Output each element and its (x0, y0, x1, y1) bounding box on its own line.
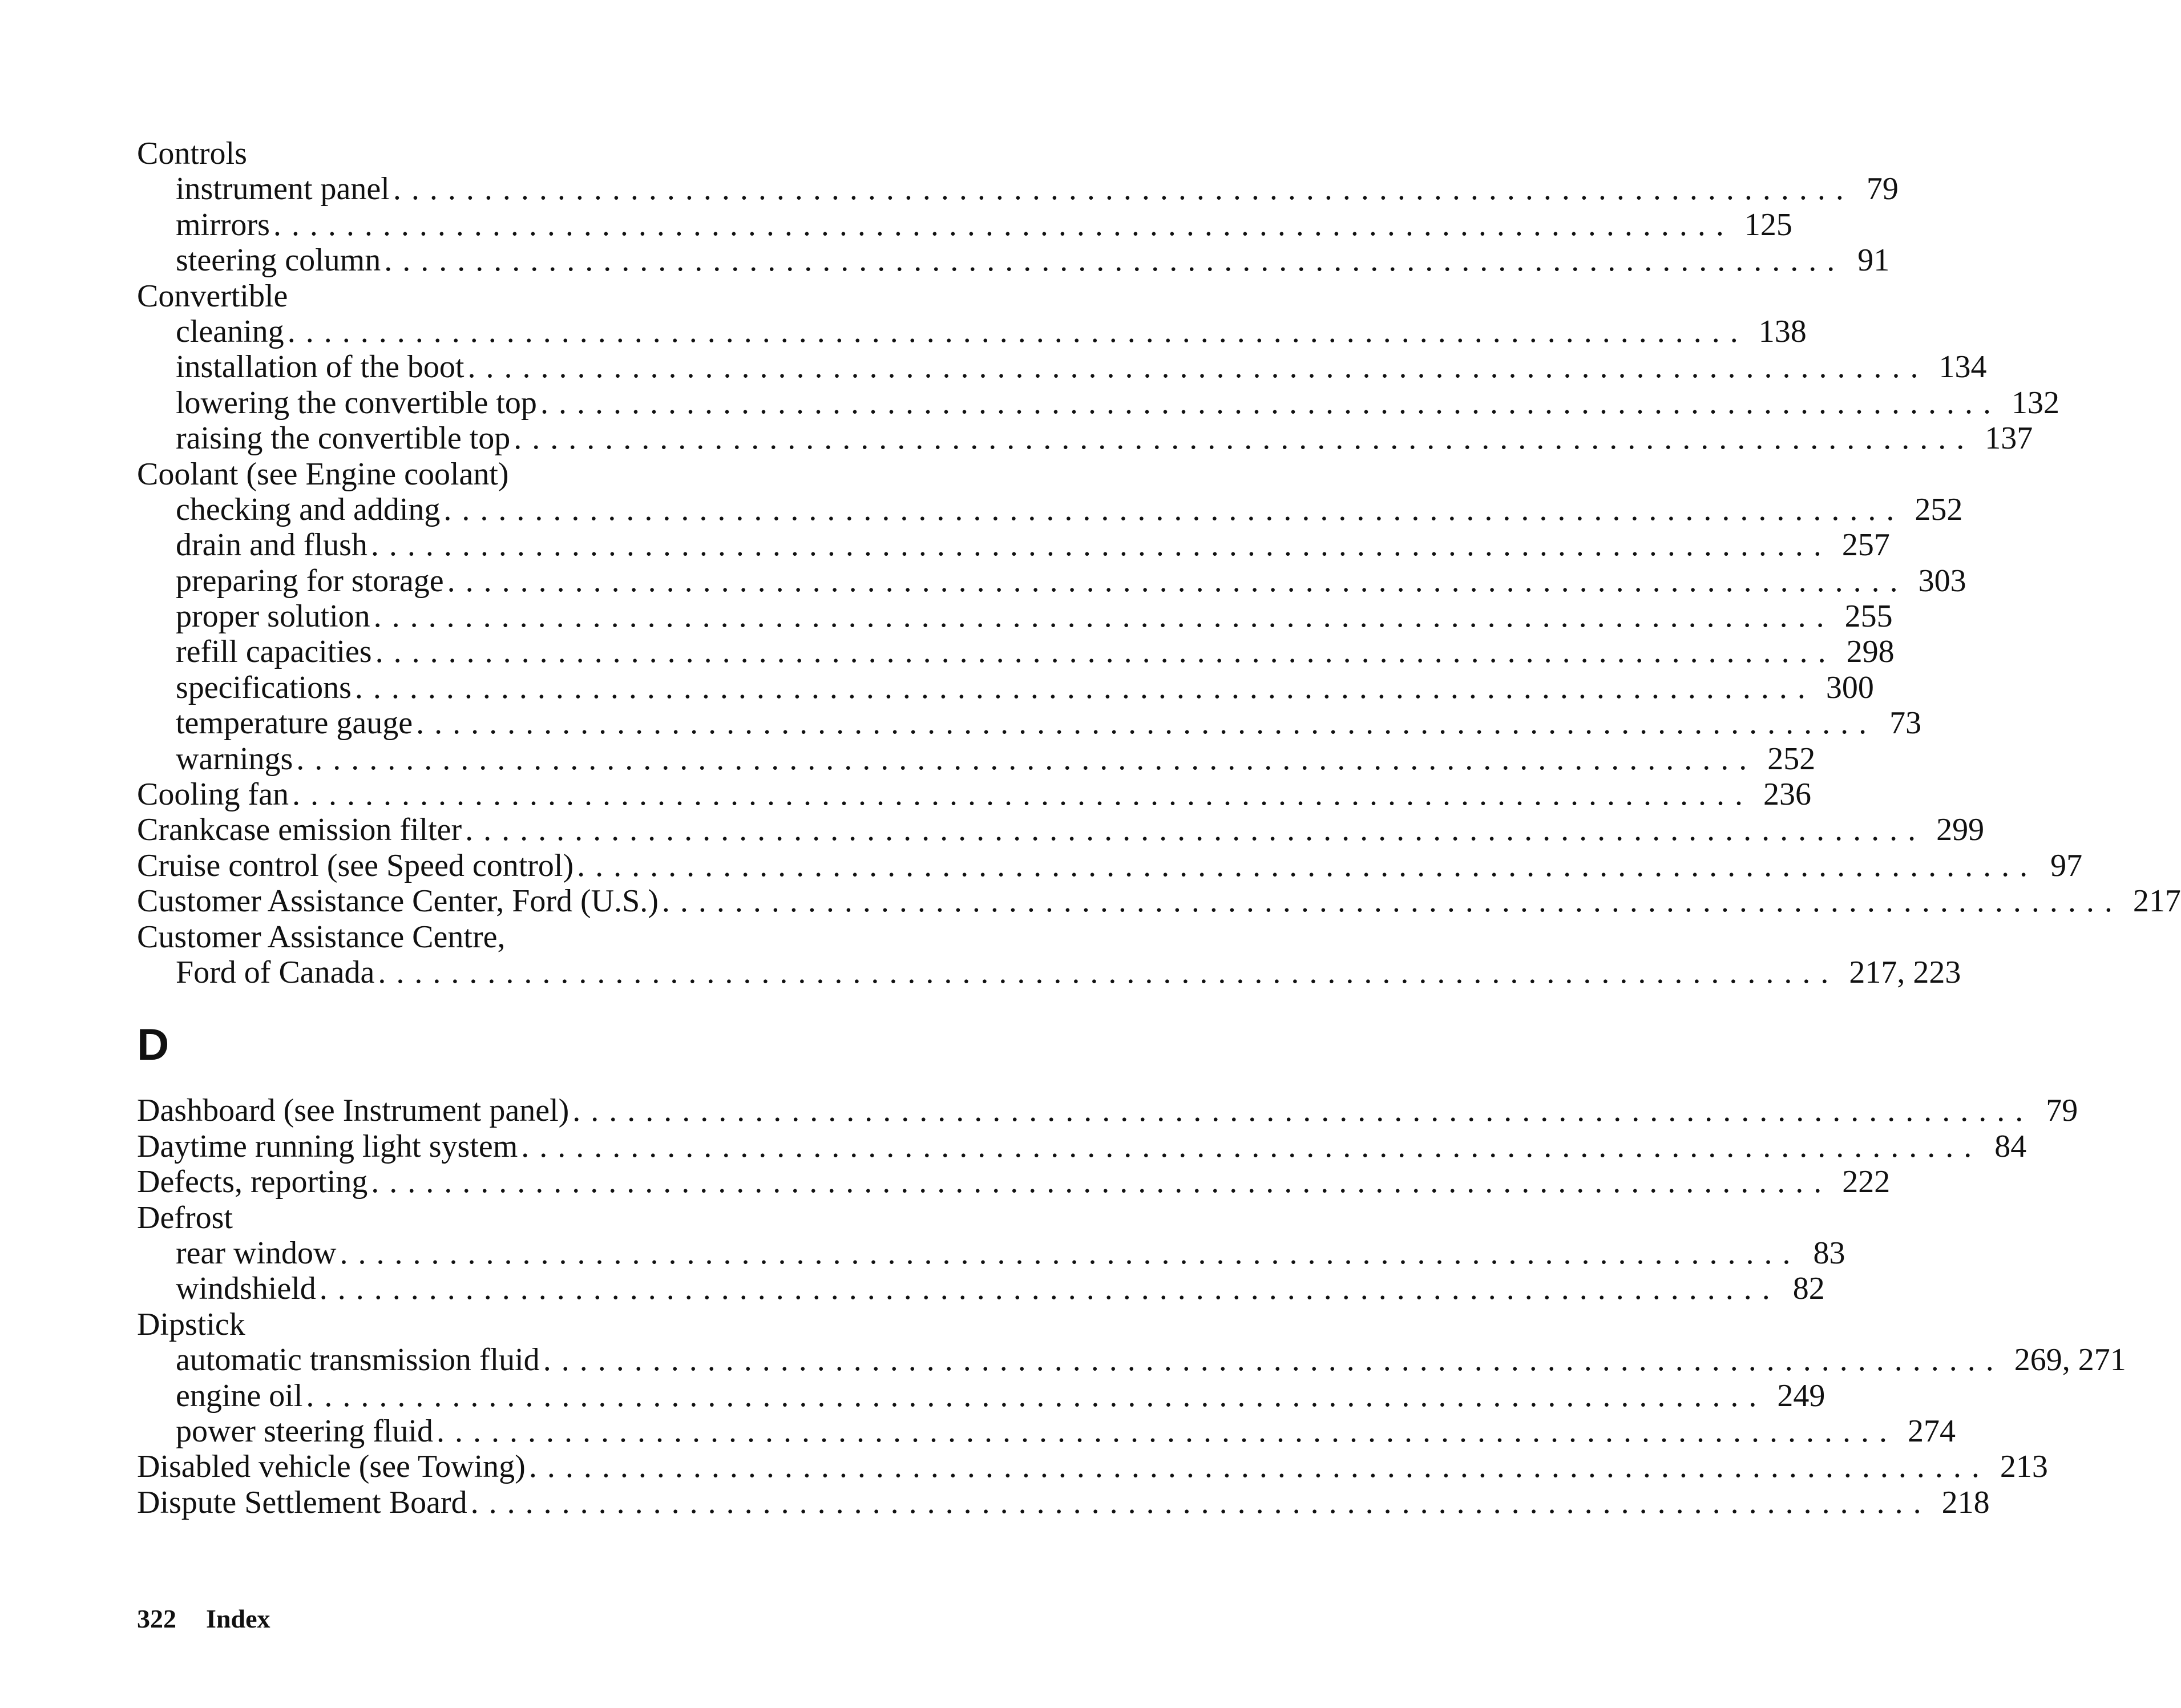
entry-label: Cruise control (see Speed control) (137, 848, 577, 883)
footer-section-name: Index (206, 1604, 270, 1633)
index-entry (137, 1307, 871, 1342)
page-footer (137, 1604, 270, 1634)
index-subentry (137, 705, 1922, 741)
entry-label: preparing for storage (176, 563, 447, 599)
index-subentry (137, 349, 1987, 385)
dot-leader: ................................................................................ (447, 563, 1908, 599)
index-subentry (137, 1378, 1825, 1414)
entry-page-numbers: 257 (1841, 527, 1890, 563)
dot-leader: ................................................................................ (378, 954, 1839, 990)
dot-leader: ................................................................................ (514, 421, 1975, 457)
dot-leader: ................................................................................ (465, 812, 1926, 848)
dot-leader: ................................................................................ (470, 1484, 1932, 1520)
index-subentry (137, 563, 1966, 599)
entry-label: rear window (176, 1235, 340, 1271)
entry-label: Defects, reporting (137, 1164, 371, 1200)
entry-page-numbers: 252 (1915, 491, 1963, 527)
entry-label: Coolant (see Engine coolant) (137, 457, 512, 492)
dot-leader: ................................................................................ (436, 1413, 1897, 1449)
dot-leader: ................................................................................ (443, 491, 1905, 527)
index-subentry (137, 599, 1893, 635)
entry-label: warnings (176, 741, 296, 777)
entry-page-numbers: 274 (1907, 1413, 1956, 1449)
entry-label: Dispute Settlement Board (137, 1485, 471, 1520)
entry-label: Dipstick (137, 1307, 249, 1342)
index-subentry (137, 634, 1895, 670)
dot-leader: ................................................................................ (273, 207, 1734, 243)
entry-label: checking and adding (176, 492, 443, 527)
dot-leader: ................................................................................ (384, 243, 1845, 278)
entry-page-numbers: 79 (2046, 1093, 2078, 1129)
entry-page-numbers: 236 (1763, 777, 1811, 813)
dot-leader: ................................................................................ (375, 634, 1836, 670)
dot-leader: ................................................................................ (354, 669, 1816, 705)
index-entry (137, 1200, 871, 1235)
entry-page-numbers: 138 (1758, 313, 1807, 349)
dot-leader: ................................................................................ (287, 313, 1748, 349)
footer-page-number: 322 (137, 1604, 176, 1633)
dot-leader: ................................................................................ (371, 1164, 1832, 1200)
entry-page-numbers: 255 (1844, 599, 1893, 635)
entry-page-numbers: 134 (1938, 349, 1987, 385)
dot-leader: ................................................................................ (319, 1271, 1780, 1307)
index-entry (137, 883, 2181, 919)
index-subentry (137, 741, 1816, 777)
entry-label: specifications (176, 670, 355, 705)
entry-label: power steering fluid (176, 1414, 437, 1449)
entry-label: mirrors (176, 207, 273, 243)
index-entry (137, 278, 871, 314)
entry-page-numbers: 82 (1792, 1271, 1825, 1307)
index-entry (137, 1164, 1891, 1200)
entry-page-numbers: 97 (2050, 847, 2083, 883)
index-subentry (137, 207, 1792, 243)
index-subentry (137, 243, 1890, 278)
entry-label: Defrost (137, 1200, 236, 1235)
entry-label: Customer Assistance Center, Ford (U.S.) (137, 883, 662, 919)
entry-label: installation of the boot (176, 349, 467, 385)
entry-label: steering column (176, 243, 384, 278)
dot-leader: ................................................................................ (370, 527, 1832, 563)
index-subentry (137, 491, 1963, 527)
entry-page-numbers: 303 (1918, 563, 1966, 599)
dot-leader: ................................................................................ (340, 1235, 1801, 1271)
index-entry (137, 1128, 2027, 1164)
dot-leader: ................................................................................ (521, 1128, 1982, 1164)
entry-page-numbers: 137 (1985, 421, 2033, 457)
entry-label: drain and flush (176, 527, 371, 563)
entry-label: engine oil (176, 1378, 306, 1414)
dot-leader: ................................................................................ (416, 705, 1877, 741)
dot-leader: ................................................................................ (292, 777, 1753, 813)
index-entry (137, 457, 871, 492)
dot-leader: ................................................................................ (577, 847, 2038, 883)
entry-label: raising the convertible top (176, 421, 514, 456)
entry-page-numbers: 213 (2000, 1449, 2048, 1485)
entry-page-numbers: 125 (1744, 207, 1792, 243)
entry-page-numbers: 79 (1866, 171, 1899, 207)
dot-leader: ................................................................................ (296, 741, 1758, 777)
dot-leader: ................................................................................ (393, 171, 1854, 207)
index-subentry (137, 385, 2059, 421)
entry-label: Disabled vehicle (see Towing) (137, 1449, 529, 1484)
entry-label: instrument panel (176, 171, 393, 207)
dot-leader: ................................................................................ (661, 883, 2123, 919)
entry-page-numbers: 91 (1857, 243, 1890, 278)
index-entry (137, 919, 871, 955)
letter-heading: D (137, 1019, 169, 1070)
entry-page-numbers: 83 (1813, 1235, 1845, 1271)
index-subentry (137, 527, 1890, 563)
index-column (137, 136, 2181, 1520)
index-subentry (137, 1271, 1825, 1307)
entry-label: automatic transmission fluid (176, 1342, 543, 1378)
entry-label: Controls (137, 136, 251, 171)
dot-leader: ................................................................................ (540, 385, 2001, 421)
dot-leader: ................................................................................ (543, 1342, 2004, 1378)
dot-leader: ................................................................................ (528, 1449, 1990, 1485)
dot-leader: ................................................................................ (467, 349, 1929, 385)
index-subentry (137, 1413, 1956, 1449)
entry-label: temperature gauge (176, 705, 416, 741)
entry-page-numbers: 217 (2132, 883, 2181, 919)
index-subentry (137, 954, 1961, 990)
index-subentry (137, 669, 1874, 705)
index-entry (137, 777, 1811, 813)
entry-label: Dashboard (see Instrument panel) (137, 1093, 572, 1128)
entry-label: windshield (176, 1271, 320, 1306)
entry-page-numbers: 249 (1777, 1378, 1825, 1414)
dot-leader: ................................................................................ (373, 599, 1835, 635)
index-subentry (137, 313, 1807, 349)
entry-page-numbers: 269, 271 (2014, 1342, 2126, 1378)
index-subentry (137, 171, 1899, 207)
entry-label: Ford of Canada (176, 955, 378, 990)
index-subentry (137, 1235, 1845, 1271)
entry-label: Customer Assistance Centre, (137, 919, 508, 955)
index-entry (137, 1484, 1990, 1520)
entry-page-numbers: 218 (1941, 1484, 1990, 1520)
entry-label: Convertible (137, 278, 291, 314)
entry-page-numbers: 132 (2011, 385, 2059, 421)
entry-label: cleaning (176, 314, 288, 349)
entry-label: Crankcase emission filter (137, 812, 465, 847)
entry-label: Cooling fan (137, 777, 292, 812)
index-entry (137, 1093, 2078, 1129)
entry-page-numbers: 217, 223 (1849, 954, 1961, 990)
entry-page-numbers: 252 (1767, 741, 1816, 777)
entry-page-numbers: 300 (1825, 669, 1874, 705)
index-entry (137, 1449, 2048, 1485)
entry-label: refill capacities (176, 634, 375, 669)
entry-page-numbers: 73 (1889, 705, 1922, 741)
index-subentry (137, 421, 2033, 457)
dot-leader: ................................................................................ (306, 1378, 1767, 1414)
index-entry (137, 847, 2083, 883)
index-subentry (137, 1342, 2126, 1378)
entry-label: lowering the convertible top (176, 385, 540, 421)
entry-page-numbers: 298 (1846, 634, 1895, 670)
entry-page-numbers: 299 (1936, 812, 1985, 848)
entry-label: proper solution (176, 599, 374, 634)
dot-leader: ................................................................................ (572, 1093, 2034, 1129)
entry-page-numbers: 84 (1994, 1128, 2027, 1164)
entry-page-numbers: 222 (1842, 1164, 1891, 1200)
entry-label: Daytime running light system (137, 1129, 521, 1164)
index-entry (137, 812, 1985, 848)
index-entry (137, 136, 871, 171)
